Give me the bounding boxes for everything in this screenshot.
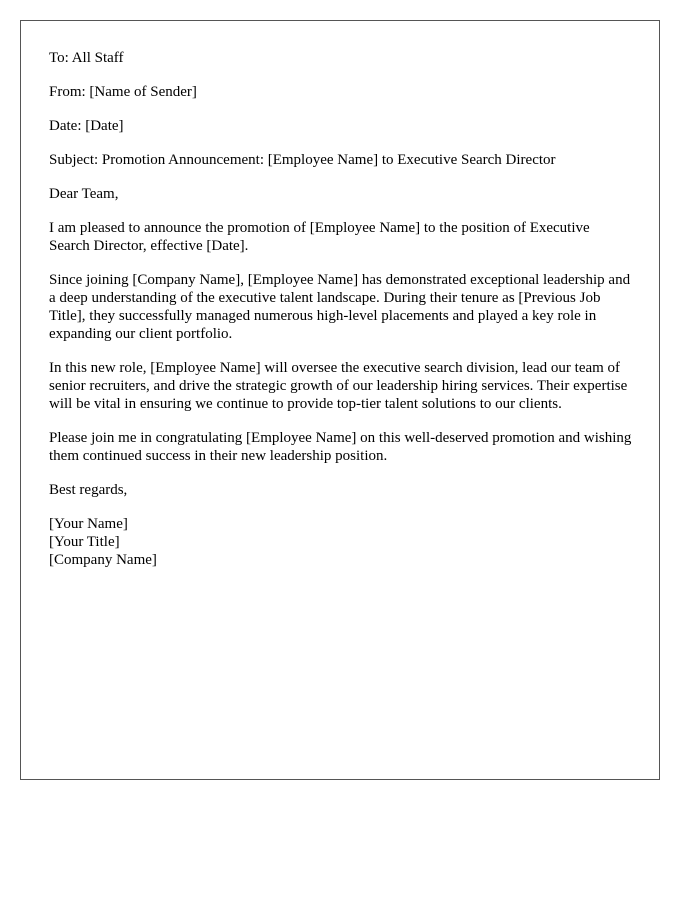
date-line: Date: [Date]: [49, 118, 124, 134]
body-paragraph-announcement: I am pleased to announce the promotion of [Employee Name] to the position of Executive Search Director, effective [Date].: [49, 220, 590, 254]
closing: Best regards,: [49, 482, 128, 498]
signature-name: [Your Name]: [49, 516, 128, 532]
body-paragraph-congratulations: Please join me in congratulating [Employee Name] on this well-deserved promotion and wishing them continued success in their new leadership position.: [49, 430, 632, 464]
body-paragraph-background: Since joining [Company Name], [Employee Name] has demonstrated exceptional leadership and a deep understanding of the executive talent landscape. During their tenure as [Previous Job Title], they successfully managed numerous high-level placements and played a key role in expanding our client portfolio.: [49, 272, 631, 342]
subject-line: Subject: Promotion Announcement: [Employee Name] to Executive Search Director: [49, 152, 556, 168]
from-line: From: [Name of Sender]: [49, 84, 197, 100]
to-line: To: All Staff: [49, 50, 124, 66]
signature-title: [Your Title]: [49, 534, 120, 550]
signature-block: [49, 515, 633, 569]
letter-content: [49, 49, 633, 569]
body-paragraph-new-role: In this new role, [Employee Name] will oversee the executive search division, lead our team of senior recruiters, and drive the strategic growth of our leadership hiring services. Their expertise will be vital in ensuring we continue to provide top-tier talent solutions to our clients.: [49, 360, 628, 412]
signature-company: [Company Name]: [49, 552, 157, 568]
salutation: Dear Team,: [49, 186, 119, 202]
letter-page: [20, 20, 660, 780]
